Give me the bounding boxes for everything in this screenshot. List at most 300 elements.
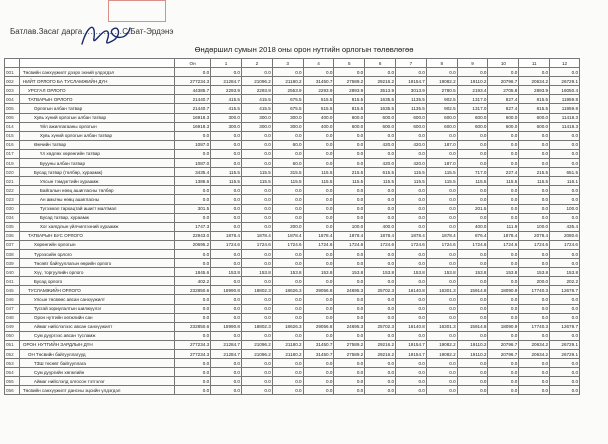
row-label: Бусад татвар (төлбөр, хураамж) (19, 168, 174, 177)
month-value-cell: 0.0 (334, 68, 365, 77)
month-value-cell: 0.0 (211, 159, 242, 168)
month-value-cell: 19110.2 (457, 77, 488, 86)
month-value-cell: 0.0 (303, 186, 334, 195)
table-row (5, 122, 580, 131)
row-label: Аймаг нийслэлд олгосон тэтгэлэг (19, 377, 174, 386)
row-code: 046 (5, 295, 20, 304)
month-value-cell: 2893.9 (519, 86, 550, 95)
table-row (5, 249, 580, 258)
column-header: 8 (426, 59, 457, 68)
month-value-cell: 15914.8 (457, 286, 488, 295)
month-value-cell: 0.0 (365, 186, 396, 195)
month-value-cell: 0.0 (488, 377, 519, 386)
month-value-cell: 153.8 (457, 268, 488, 277)
month-value-cell: 187.0 (426, 159, 457, 168)
month-value-cell: 0.0 (457, 386, 488, 395)
month-value-cell: 0.0 (334, 149, 365, 158)
month-value-cell: 0.0 (365, 359, 396, 368)
table-row (5, 350, 580, 359)
row-code: 039 (5, 259, 20, 268)
month-value-cell: 16301.3 (426, 322, 457, 331)
month-value-cell: 0.0 (211, 295, 242, 304)
month-value-cell: 0.0 (272, 259, 303, 268)
row-label: ТАТВАРЫН БУС ОРЛОГО (19, 231, 174, 240)
month-value-cell: 0.0 (396, 222, 427, 231)
month-value-cell: 0.0 (334, 140, 365, 149)
month-value-cell: 0.0 (241, 304, 272, 313)
table-row (5, 304, 580, 313)
month-value-cell: 902.5 (426, 95, 457, 104)
month-value-cell: 0.0 (272, 386, 303, 395)
month-value-cell: 420.0 (396, 140, 427, 149)
month-value-cell: 115.5 (241, 168, 272, 177)
month-value-cell: 100.0 (519, 222, 550, 231)
month-value-cell: 2080.6 (550, 231, 580, 240)
month-value-cell: 11418.3 (550, 122, 580, 131)
month-value-cell: 0.0 (519, 386, 550, 395)
month-value-cell: 0.0 (426, 359, 457, 368)
month-value-cell: 1635.5 (365, 104, 396, 113)
table-row (5, 186, 580, 195)
month-value-cell: 29216.2 (365, 350, 396, 359)
annual-total-cell: 16918.3 (175, 113, 211, 122)
month-value-cell: 20634.2 (519, 340, 550, 349)
month-value-cell: 18090.9 (488, 322, 519, 331)
month-value-cell: 0.0 (426, 195, 457, 204)
annual-total-cell: 1747.3 (175, 222, 211, 231)
month-value-cell: 435.4 (550, 222, 580, 231)
month-value-cell: 815.5 (334, 104, 365, 113)
row-label: Төсвийн санхүүжилт дээрх эхний үлдэгдэл (19, 68, 174, 77)
row-label: Бусад орлого (19, 277, 174, 286)
month-value-cell: 0.0 (519, 131, 550, 140)
row-code: 014 (5, 122, 20, 131)
month-value-cell: 153.8 (303, 268, 334, 277)
table-row (5, 322, 580, 331)
table-row (5, 95, 580, 104)
month-value-cell: 0.0 (241, 204, 272, 213)
month-value-cell: 0.0 (519, 68, 550, 77)
month-value-cell: 0.0 (457, 304, 488, 313)
month-value-cell: 0.0 (211, 277, 242, 286)
month-value-cell: 300.0 (272, 122, 303, 131)
month-value-cell: 115.5 (426, 168, 457, 177)
table-row (5, 104, 580, 113)
annual-total-cell: 0.0 (175, 68, 211, 77)
month-value-cell: 0.0 (334, 295, 365, 304)
month-value-cell: 0.0 (272, 295, 303, 304)
month-value-cell: 25702.3 (365, 286, 396, 295)
month-value-cell: 0.0 (426, 249, 457, 258)
month-value-cell: 153.8 (519, 268, 550, 277)
month-value-cell: 0.0 (334, 249, 365, 258)
row-code: 051 (5, 340, 20, 349)
month-value-cell: 0.0 (457, 140, 488, 149)
month-value-cell: 20634.2 (519, 77, 550, 86)
row-label: Хог хаягдлын үйлчилгээний хураамж (19, 222, 174, 231)
row-label: Үл хөдлөх хөрөнгийн татвар (19, 149, 174, 158)
month-value-cell: 0.0 (272, 277, 303, 286)
month-value-cell: 1724.6 (457, 240, 488, 249)
month-value-cell: 0.0 (519, 313, 550, 322)
row-code: 016 (5, 140, 20, 149)
column-header: 12 (550, 59, 580, 68)
column-header: 6 (365, 59, 396, 68)
month-value-cell: 21284.7 (211, 77, 242, 86)
row-code: 052 (5, 350, 20, 359)
month-value-cell: 876.4 (457, 231, 488, 240)
month-value-cell: 115.5 (241, 177, 272, 186)
row-label: Байгалын нөөц ашигласны төлбөр (19, 186, 174, 195)
month-value-cell: 0.0 (211, 313, 242, 322)
annual-total-cell: 402.2 (175, 277, 211, 286)
row-label: Өмчийн татвар (19, 140, 174, 149)
table-row (5, 195, 580, 204)
month-value-cell: 0.0 (396, 195, 427, 204)
month-value-cell: 0.0 (365, 259, 396, 268)
month-value-cell: 0.0 (550, 259, 580, 268)
annual-total-cell: 20695.2 (175, 240, 211, 249)
month-value-cell: 1878.4 (303, 231, 334, 240)
month-value-cell: 600.0 (365, 113, 396, 122)
row-code: 048 (5, 313, 20, 322)
month-value-cell: 1878.4 (334, 231, 365, 240)
month-value-cell: 0.0 (211, 259, 242, 268)
row-code: 001 (5, 68, 20, 77)
month-value-cell: 19082.2 (426, 77, 457, 86)
month-value-cell: 0.0 (272, 249, 303, 258)
month-value-cell: 16050.4 (550, 86, 580, 95)
month-value-cell: 600.0 (488, 122, 519, 131)
month-value-cell: 815.5 (519, 104, 550, 113)
month-value-cell: 0.0 (396, 386, 427, 395)
month-value-cell: 415.5 (241, 104, 272, 113)
row-code: 045 (5, 286, 20, 295)
month-value-cell: 0.0 (241, 277, 272, 286)
table-row (5, 386, 580, 395)
month-value-cell: 11959.8 (550, 104, 580, 113)
month-value-cell: 0.0 (365, 377, 396, 386)
month-value-cell: 153.8 (488, 268, 519, 277)
row-label: ТАТВАРЫН ОРЛОГО (19, 95, 174, 104)
row-label: ОРОН НУТГИЙН ЗАРДЛЫН ДҮН (19, 340, 174, 349)
table-row (5, 295, 580, 304)
column-header (19, 59, 174, 68)
month-value-cell: 827.4 (488, 95, 519, 104)
annual-total-cell: 0.0 (175, 386, 211, 395)
column-header: 9 (457, 59, 488, 68)
month-value-cell: 0.0 (303, 195, 334, 204)
month-value-cell: 1724.6 (272, 240, 303, 249)
row-code: 036 (5, 231, 20, 240)
month-value-cell: 31450.7 (303, 77, 334, 86)
month-value-cell: 0.0 (550, 249, 580, 258)
month-value-cell: 18626.3 (272, 286, 303, 295)
month-value-cell: 0.0 (457, 195, 488, 204)
table-row (5, 240, 580, 249)
month-value-cell: 12678.7 (550, 286, 580, 295)
month-value-cell: 1724.6 (519, 240, 550, 249)
table-row (5, 77, 580, 86)
row-label: Үйл ажиллагааны орлогын (19, 122, 174, 131)
month-value-cell: 0.0 (519, 295, 550, 304)
month-value-cell: 115.5 (272, 177, 303, 186)
annual-total-cell: 0.0 (175, 213, 211, 222)
row-label: НИЙТ ОРЛОГО БА ТУСЛАМЖИЙН ДҮН (19, 77, 174, 86)
row-label: Төсөвт байгууллагын өөрийн орлого (19, 259, 174, 268)
month-value-cell: 0.0 (272, 186, 303, 195)
month-value-cell: 0.0 (550, 313, 580, 322)
month-value-cell: 0.0 (457, 368, 488, 377)
month-value-cell: 0.0 (396, 68, 427, 77)
month-value-cell: 0.0 (303, 313, 334, 322)
month-value-cell: 600.0 (365, 122, 396, 131)
month-value-cell: 0.0 (426, 68, 457, 77)
month-value-cell: 0.0 (303, 140, 334, 149)
month-value-cell: 11959.8 (550, 95, 580, 104)
month-value-cell: 600.0 (396, 113, 427, 122)
month-value-cell: 115.5 (519, 177, 550, 186)
month-value-cell: 0.0 (426, 368, 457, 377)
month-value-cell: 0.0 (211, 222, 242, 231)
month-value-cell: 24695.3 (334, 322, 365, 331)
month-value-cell: 0.0 (457, 149, 488, 158)
month-value-cell: 0.0 (396, 368, 427, 377)
month-value-cell: 515.5 (303, 95, 334, 104)
table-row (5, 231, 580, 240)
month-value-cell: 2893.9 (334, 86, 365, 95)
month-value-cell: 31450.7 (303, 350, 334, 359)
month-value-cell: 100.0 (334, 222, 365, 231)
month-value-cell: 1135.5 (396, 104, 427, 113)
month-value-cell: 600.0 (396, 122, 427, 131)
row-code: 023 (5, 195, 20, 204)
month-value-cell: 0.0 (426, 131, 457, 140)
table-row (5, 359, 580, 368)
month-value-cell: 187.0 (426, 140, 457, 149)
month-value-cell: 0.0 (241, 359, 272, 368)
month-value-cell: 115.5 (396, 168, 427, 177)
table-row (5, 177, 580, 186)
month-value-cell: 0.0 (457, 295, 488, 304)
month-value-cell: 16140.8 (396, 322, 427, 331)
month-value-cell: 0.0 (211, 195, 242, 204)
month-value-cell: 0.0 (426, 295, 457, 304)
month-value-cell: 0.0 (457, 331, 488, 340)
annual-total-cell: 16918.3 (175, 122, 211, 131)
month-value-cell: 0.0 (519, 304, 550, 313)
table-row (5, 340, 580, 349)
month-value-cell: 2193.4 (457, 86, 488, 95)
month-value-cell: 902.5 (426, 104, 457, 113)
column-header: 11 (519, 59, 550, 68)
month-value-cell: 0.0 (488, 313, 519, 322)
month-value-cell: 0.0 (426, 277, 457, 286)
month-value-cell: 1724.6 (488, 240, 519, 249)
month-value-cell: 0.0 (426, 259, 457, 268)
row-code: 041 (5, 277, 20, 286)
month-value-cell: 0.0 (550, 159, 580, 168)
month-value-cell: 201.5 (457, 204, 488, 213)
month-value-cell: 0.0 (241, 368, 272, 377)
month-value-cell: 0.0 (211, 131, 242, 140)
row-label: Сум дүүргийн хөгжлийн (19, 368, 174, 377)
month-value-cell: 1724.6 (241, 240, 272, 249)
month-value-cell: 1724.6 (396, 240, 427, 249)
month-value-cell: 300.0 (241, 113, 272, 122)
month-value-cell: 20634.2 (519, 350, 550, 359)
month-value-cell: 0.0 (519, 259, 550, 268)
annual-total-cell: 1087.0 (175, 159, 211, 168)
row-label: Улсын төсвөөс авсан санхүүжилт (19, 295, 174, 304)
month-value-cell: 0.0 (396, 331, 427, 340)
month-value-cell: 675.5 (272, 104, 303, 113)
month-value-cell: 2293.9 (211, 86, 242, 95)
month-value-cell: 19110.2 (457, 350, 488, 359)
month-value-cell: 1635.5 (365, 95, 396, 104)
month-value-cell: 18090.9 (488, 286, 519, 295)
month-value-cell: 300.0 (211, 113, 242, 122)
row-code: 030 (5, 204, 20, 213)
month-value-cell: 0.0 (241, 259, 272, 268)
annual-total-cell: 3435.4 (175, 168, 211, 177)
row-label: ТЗШ төсөвт байгууллага (19, 359, 174, 368)
column-header: 3 (272, 59, 303, 68)
month-value-cell: 0.0 (211, 204, 242, 213)
month-value-cell: 827.4 (488, 104, 519, 113)
month-value-cell: 0.0 (272, 377, 303, 386)
month-value-cell: 19082.2 (426, 340, 457, 349)
month-value-cell: 153.8 (550, 268, 580, 277)
month-value-cell: 0.0 (211, 368, 242, 377)
month-value-cell: 0.0 (303, 131, 334, 140)
annual-total-cell: 1845.6 (175, 268, 211, 277)
month-value-cell: 19154.7 (396, 77, 427, 86)
month-value-cell: 0.0 (426, 213, 457, 222)
table-row (5, 331, 580, 340)
month-value-cell: 0.0 (457, 359, 488, 368)
month-value-cell: 0.0 (303, 359, 334, 368)
month-value-cell: 0.0 (211, 149, 242, 158)
month-value-cell: 0.0 (365, 149, 396, 158)
month-value-cell: 300.0 (211, 122, 242, 131)
month-value-cell: 0.0 (550, 304, 580, 313)
month-value-cell: 0.0 (211, 249, 242, 258)
row-code: 047 (5, 304, 20, 313)
month-value-cell: 0.0 (396, 304, 427, 313)
month-value-cell: 0.0 (396, 359, 427, 368)
month-value-cell: 27589.2 (334, 340, 365, 349)
month-value-cell: 0.0 (488, 277, 519, 286)
month-value-cell: 0.0 (550, 359, 580, 368)
annual-total-cell: 0.0 (175, 368, 211, 377)
month-value-cell: 0.0 (365, 386, 396, 395)
annual-total-cell: 44385.7 (175, 86, 211, 95)
month-value-cell: 0.0 (365, 213, 396, 222)
month-value-cell: 0.0 (365, 249, 396, 258)
month-value-cell: 0.0 (334, 259, 365, 268)
month-value-cell: 0.0 (365, 313, 396, 322)
month-value-cell: 0.0 (241, 140, 272, 149)
month-value-cell: 153.8 (211, 268, 242, 277)
month-value-cell: 0.0 (241, 213, 272, 222)
row-label: Улсын тэмдэгтийн хураамж (19, 177, 174, 186)
row-label: Төсвийн санхүүжилт дансны эцсийн үлдэгдэл (19, 386, 174, 395)
month-value-cell: 0.0 (365, 195, 396, 204)
annual-total-cell: 21440.7 (175, 104, 211, 113)
month-value-cell: 0.0 (334, 277, 365, 286)
month-value-cell: 0.0 (550, 331, 580, 340)
month-value-cell: 0.0 (550, 368, 580, 377)
annual-total-cell: 0.0 (175, 131, 211, 140)
month-value-cell: 27589.2 (334, 350, 365, 359)
month-value-cell: 0.0 (550, 131, 580, 140)
month-value-cell: 0.0 (488, 149, 519, 158)
month-value-cell: 1724.6 (211, 240, 242, 249)
month-value-cell: 0.0 (272, 204, 303, 213)
month-value-cell: 400.0 (457, 222, 488, 231)
month-value-cell: 0.0 (457, 277, 488, 286)
month-value-cell: 0.0 (457, 313, 488, 322)
row-label: Хөрөнгийн орлогын (19, 240, 174, 249)
month-value-cell: 0.0 (365, 295, 396, 304)
table-row (5, 131, 580, 140)
annual-total-cell: 0.0 (175, 313, 211, 322)
row-label: Хувь хүний орлогын албан татвар (19, 131, 174, 140)
month-value-cell: 153.8 (241, 268, 272, 277)
month-value-cell: 18990.8 (211, 286, 242, 295)
month-value-cell: 0.0 (488, 204, 519, 213)
month-value-cell: 1878.4 (241, 231, 272, 240)
month-value-cell: 116.1 (550, 177, 580, 186)
month-value-cell: 0.0 (426, 386, 457, 395)
month-value-cell: 115.5 (426, 177, 457, 186)
row-code: 035 (5, 222, 20, 231)
month-value-cell: 0.0 (488, 213, 519, 222)
month-value-cell: 0.0 (211, 213, 242, 222)
month-value-cell: 0.0 (457, 186, 488, 195)
month-value-cell: 16140.8 (396, 286, 427, 295)
annual-total-cell: 21440.7 (175, 95, 211, 104)
column-header: 4 (303, 59, 334, 68)
month-value-cell: 0.0 (211, 359, 242, 368)
column-header: 1 (211, 59, 242, 68)
month-value-cell: 19154.7 (396, 350, 427, 359)
month-value-cell: 1878.4 (396, 231, 427, 240)
month-value-cell: 2293.9 (303, 86, 334, 95)
revenue-plan-table (4, 58, 580, 395)
month-value-cell: 202.2 (550, 277, 580, 286)
month-value-cell: 0.0 (241, 331, 272, 340)
month-value-cell: 0.0 (334, 186, 365, 195)
row-label: Орон нутгийн хөгжлийн сан (19, 313, 174, 322)
month-value-cell: 115.5 (211, 177, 242, 186)
month-value-cell: 0.0 (303, 304, 334, 313)
month-value-cell: 0.0 (550, 140, 580, 149)
month-value-cell: 115.5 (365, 177, 396, 186)
month-value-cell: 0.0 (426, 304, 457, 313)
row-label: ОН Төсвийн байгууллагууд (19, 350, 174, 359)
month-value-cell: 600.0 (334, 113, 365, 122)
month-value-cell: 0.0 (396, 313, 427, 322)
month-value-cell: 0.0 (241, 68, 272, 77)
month-value-cell: 2705.8 (488, 86, 519, 95)
month-value-cell: 0.0 (519, 359, 550, 368)
month-value-cell: 600.0 (457, 113, 488, 122)
month-value-cell: 0.0 (396, 277, 427, 286)
row-code: 055 (5, 377, 20, 386)
row-code: 019 (5, 159, 20, 168)
